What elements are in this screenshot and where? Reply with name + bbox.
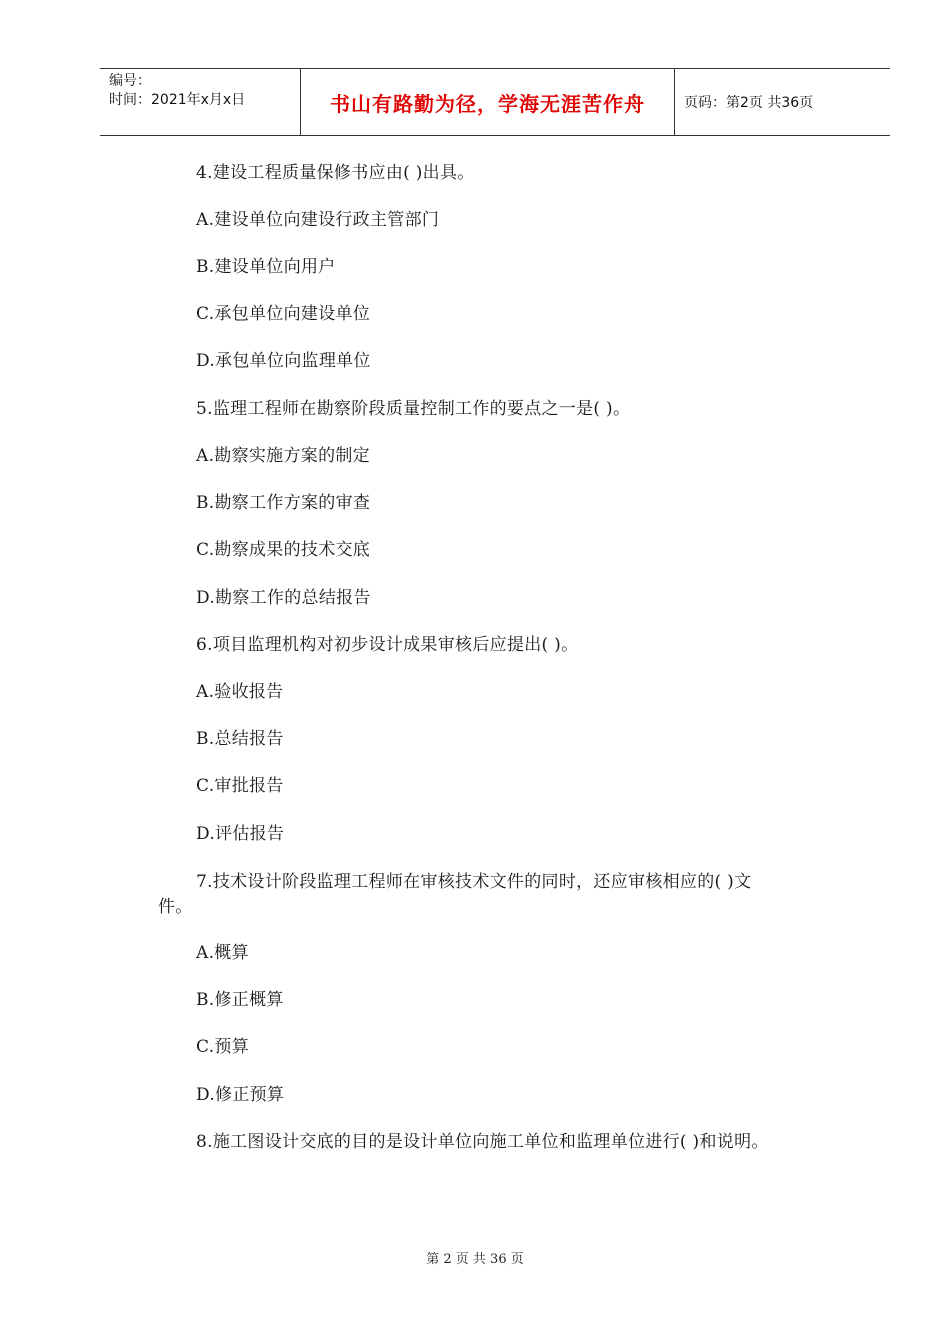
question-4-option-b: B.建设单位向用户 (196, 257, 336, 277)
question-6-option-a: A.验收报告 (196, 682, 284, 702)
question-7-option-a: A.概算 (196, 943, 249, 963)
question-stem-8: 8.施工图设计交底的目的是设计单位向施工单位和监理单位进行( )和说明。 (196, 1132, 769, 1152)
question-stem-7: 7.技术设计阶段监理工程师在审核技术文件的同时，还应审核相应的( )文 (196, 872, 752, 892)
question-stem-6: 6.项目监理机构对初步设计成果审核后应提出( )。 (196, 635, 579, 655)
page-footer: 第 2 页 共 36 页 (426, 1252, 524, 1267)
header-page-info: 页码：第2页 共36页 (684, 95, 814, 111)
question-7-option-d: D.修正预算 (196, 1085, 285, 1105)
date-line: 时间：2021年x月x日 (109, 92, 246, 108)
question-5-option-b: B.勘察工作方案的审查 (196, 493, 371, 513)
question-5-option-a: A.勘察实施方案的制定 (196, 446, 370, 466)
question-6-option-d: D.评估报告 (196, 824, 285, 844)
question-7-option-b: B.修正概算 (196, 990, 284, 1010)
question-5-option-d: D.勘察工作的总结报告 (196, 588, 371, 608)
header-meta-cell (100, 69, 301, 135)
serial-number-label: 编号： (109, 73, 151, 89)
question-6-option-c: C.审批报告 (196, 776, 284, 796)
question-4-option-c: C.承包单位向建设单位 (196, 304, 371, 324)
question-stem-4: 4.建设工程质量保修书应由( )出具。 (196, 163, 475, 183)
question-4-option-a: A.建设单位向建设行政主管部门 (196, 210, 440, 230)
question-stem-5: 5.监理工程师在勘察阶段质量控制工作的要点之一是( )。 (196, 399, 631, 419)
header-motto: 书山有路勤为径，学海无涯苦作舟 (301, 69, 675, 135)
question-7-option-c: C.预算 (196, 1037, 250, 1057)
question-6-option-b: B.总结报告 (196, 729, 284, 749)
page-header (100, 68, 890, 136)
question-stem-7-continuation: 件。 (158, 897, 193, 917)
question-5-option-c: C.勘察成果的技术交底 (196, 540, 371, 560)
question-4-option-d: D.承包单位向监理单位 (196, 351, 371, 371)
